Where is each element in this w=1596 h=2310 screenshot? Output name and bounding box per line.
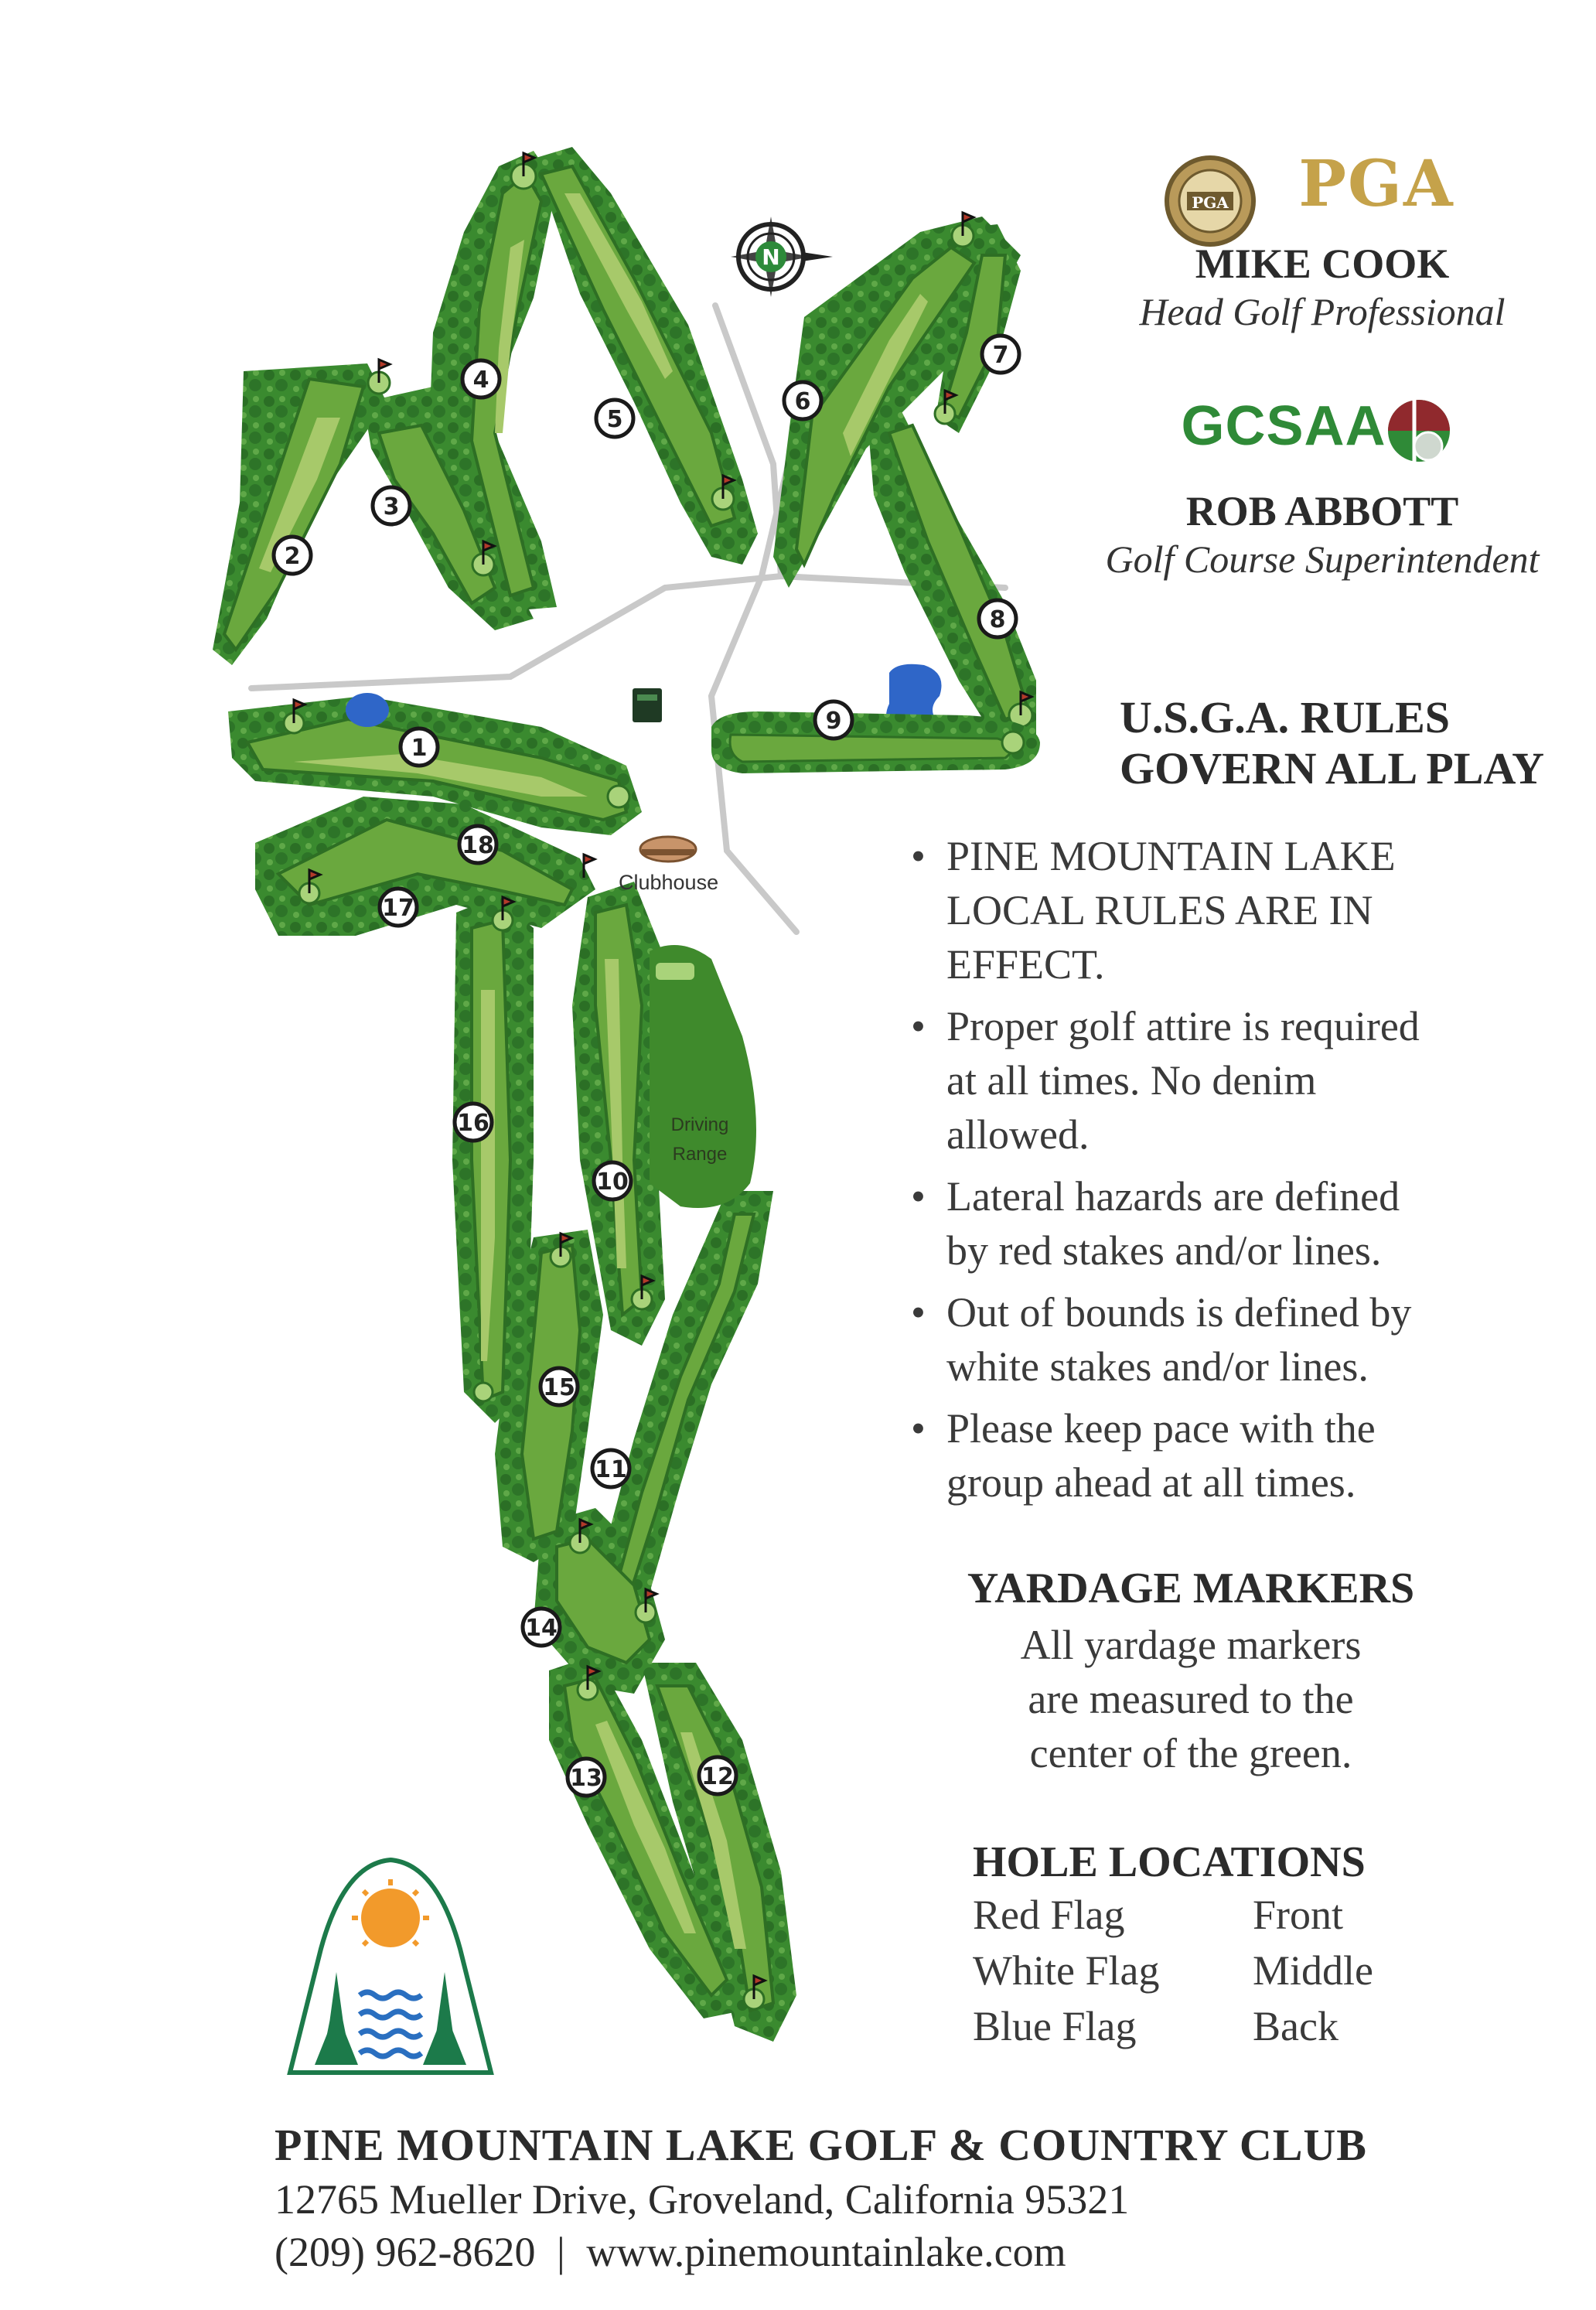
club-address: 12765 Mueller Drive, Groveland, California 95321 — [275, 2176, 1130, 2223]
clubhouse-label: Clubhouse — [619, 871, 719, 894]
yardage-line-2: are measured to the — [1028, 1676, 1354, 1722]
hole-number-label: 3 — [383, 493, 400, 520]
hole-number-label: 1 — [411, 735, 428, 762]
hole-number-label: 12 — [701, 1763, 734, 1790]
driving-range-label-1: Driving — [670, 1114, 729, 1135]
hole-marker-1 — [401, 728, 438, 766]
driving-range-label-2: Range — [672, 1144, 728, 1165]
rule-line: by red stakes and/or lines. — [946, 1227, 1382, 1274]
gcsaa-block — [1067, 394, 1577, 582]
starter-building — [633, 688, 662, 722]
hole-marker-13 — [568, 1759, 605, 1796]
rule-item — [903, 999, 1568, 1162]
hole-marker-8 — [979, 600, 1016, 637]
rule-line: Please keep pace with the — [946, 1405, 1376, 1452]
compass-north-label: N — [762, 244, 780, 270]
hole-marker-5 — [596, 400, 633, 437]
rule-item — [903, 829, 1568, 991]
rule-line: at all times. No denim — [946, 1057, 1317, 1104]
hole-number-label: 9 — [825, 708, 842, 735]
rule-item — [903, 1169, 1568, 1278]
hole-number-label: 15 — [543, 1374, 575, 1401]
hole-number-label: 5 — [606, 406, 623, 433]
gcsaa-name: ROB ABBOTT — [1185, 488, 1459, 534]
hole-location-row — [973, 1887, 1530, 1943]
hole-number-label: 7 — [992, 342, 1009, 369]
hole-number-label: 18 — [462, 832, 494, 859]
bullet-icon: • — [911, 1173, 926, 1220]
hole-marker-15 — [541, 1368, 578, 1405]
clubhouse — [640, 837, 696, 862]
hole-marker-9 — [815, 701, 852, 739]
bullet-icon: • — [911, 1003, 926, 1049]
club-name: PINE MOUNTAIN LAKE GOLF & COUNTRY CLUB — [275, 2120, 1367, 2170]
rule-line: Out of bounds is defined by — [946, 1289, 1412, 1336]
hole-number-label: 14 — [525, 1615, 558, 1642]
rule-line: PINE MOUNTAIN LAKE — [946, 833, 1396, 879]
hole-number-label: 10 — [596, 1169, 629, 1196]
rule-item — [903, 1401, 1568, 1510]
hole-number-label: 2 — [284, 543, 301, 570]
hole-locations-block — [973, 1837, 1530, 2054]
rule-line: group ahead at all times. — [946, 1459, 1356, 1506]
yardage-title: YARDAGE MARKERS — [967, 1564, 1415, 1612]
hole-marker-11 — [592, 1450, 629, 1487]
yardage-line-3: center of the green. — [1029, 1730, 1352, 1776]
bullet-icon: • — [911, 833, 926, 879]
rule-line: LOCAL RULES ARE IN — [946, 887, 1373, 933]
driving-range — [650, 945, 756, 1208]
pine-mountain-lake-logo — [290, 1860, 491, 2073]
usga-line-1: U.S.G.A. RULES — [1120, 692, 1451, 742]
hole-marker-12 — [699, 1757, 736, 1794]
hole-marker-17 — [380, 889, 417, 926]
hole-marker-6 — [784, 382, 821, 419]
pga-block — [1083, 147, 1562, 334]
flag-color: Blue Flag — [973, 2003, 1137, 2049]
hole-location-row — [973, 1943, 1530, 1998]
flag-color: Red Flag — [973, 1892, 1125, 1938]
hole-marker-4 — [462, 360, 500, 398]
hole-marker-18 — [459, 826, 496, 863]
hole-number-label: 6 — [794, 388, 811, 415]
compass-rose — [731, 217, 833, 297]
gcsaa-wordmark: GCSAA — [1181, 395, 1386, 457]
local-rules-list — [903, 829, 1568, 1517]
club-phone: (209) 962-8620 — [275, 2229, 536, 2275]
hole-marker-10 — [594, 1162, 631, 1199]
pga-pro-name: MIKE COOK — [1195, 241, 1450, 287]
yardage-line-1: All yardage markers — [1020, 1622, 1362, 1668]
hole-number-label: 16 — [457, 1110, 489, 1137]
rule-line: Proper golf attire is required — [946, 1003, 1420, 1049]
contact-separator: | — [556, 2229, 565, 2275]
gcsaa-role: Golf Course Superintendent — [1105, 537, 1540, 581]
hole-location-row — [973, 1998, 1530, 2054]
yardage-block — [920, 1564, 1461, 1780]
pga-pro-role: Head Golf Professional — [1139, 290, 1506, 333]
pga-wordmark: PGA — [1298, 147, 1454, 221]
contact-line — [275, 2228, 1589, 2276]
rule-line: allowed. — [946, 1111, 1090, 1158]
hole-number-label: 13 — [570, 1765, 602, 1792]
flag-position: Middle — [1253, 1947, 1373, 1994]
footer — [275, 2119, 1589, 2276]
hole-9-fairway — [711, 711, 1040, 773]
hole-marker-2 — [274, 537, 311, 574]
flag-position: Front — [1253, 1892, 1344, 1938]
club-website-link[interactable]: www.pinemountainlake.com — [586, 2229, 1066, 2275]
usga-line-2: GOVERN ALL PLAY — [1120, 743, 1544, 793]
flag-color: White Flag — [973, 1947, 1160, 1994]
flag-position: Back — [1253, 2003, 1339, 2049]
rule-line: Lateral hazards are defined — [946, 1173, 1400, 1220]
hole-number-label: 4 — [472, 367, 489, 394]
hole-marker-14 — [523, 1609, 560, 1646]
rule-item — [903, 1285, 1568, 1394]
rule-line: EFFECT. — [946, 941, 1105, 988]
hole-number-label: 11 — [595, 1456, 627, 1483]
hole-marker-3 — [373, 487, 410, 524]
hole-locations-title: HOLE LOCATIONS — [973, 1838, 1366, 1886]
hole-number-label: 8 — [989, 606, 1006, 633]
rule-line: white stakes and/or lines. — [946, 1343, 1369, 1390]
hole-number-label: 17 — [382, 895, 414, 922]
usga-heading — [1120, 692, 1544, 794]
pga-badge-text: PGA — [1192, 193, 1229, 212]
hole-marker-16 — [455, 1104, 492, 1141]
bullet-icon: • — [911, 1405, 926, 1452]
hole-marker-7 — [982, 336, 1019, 373]
bullet-icon: • — [911, 1289, 926, 1336]
